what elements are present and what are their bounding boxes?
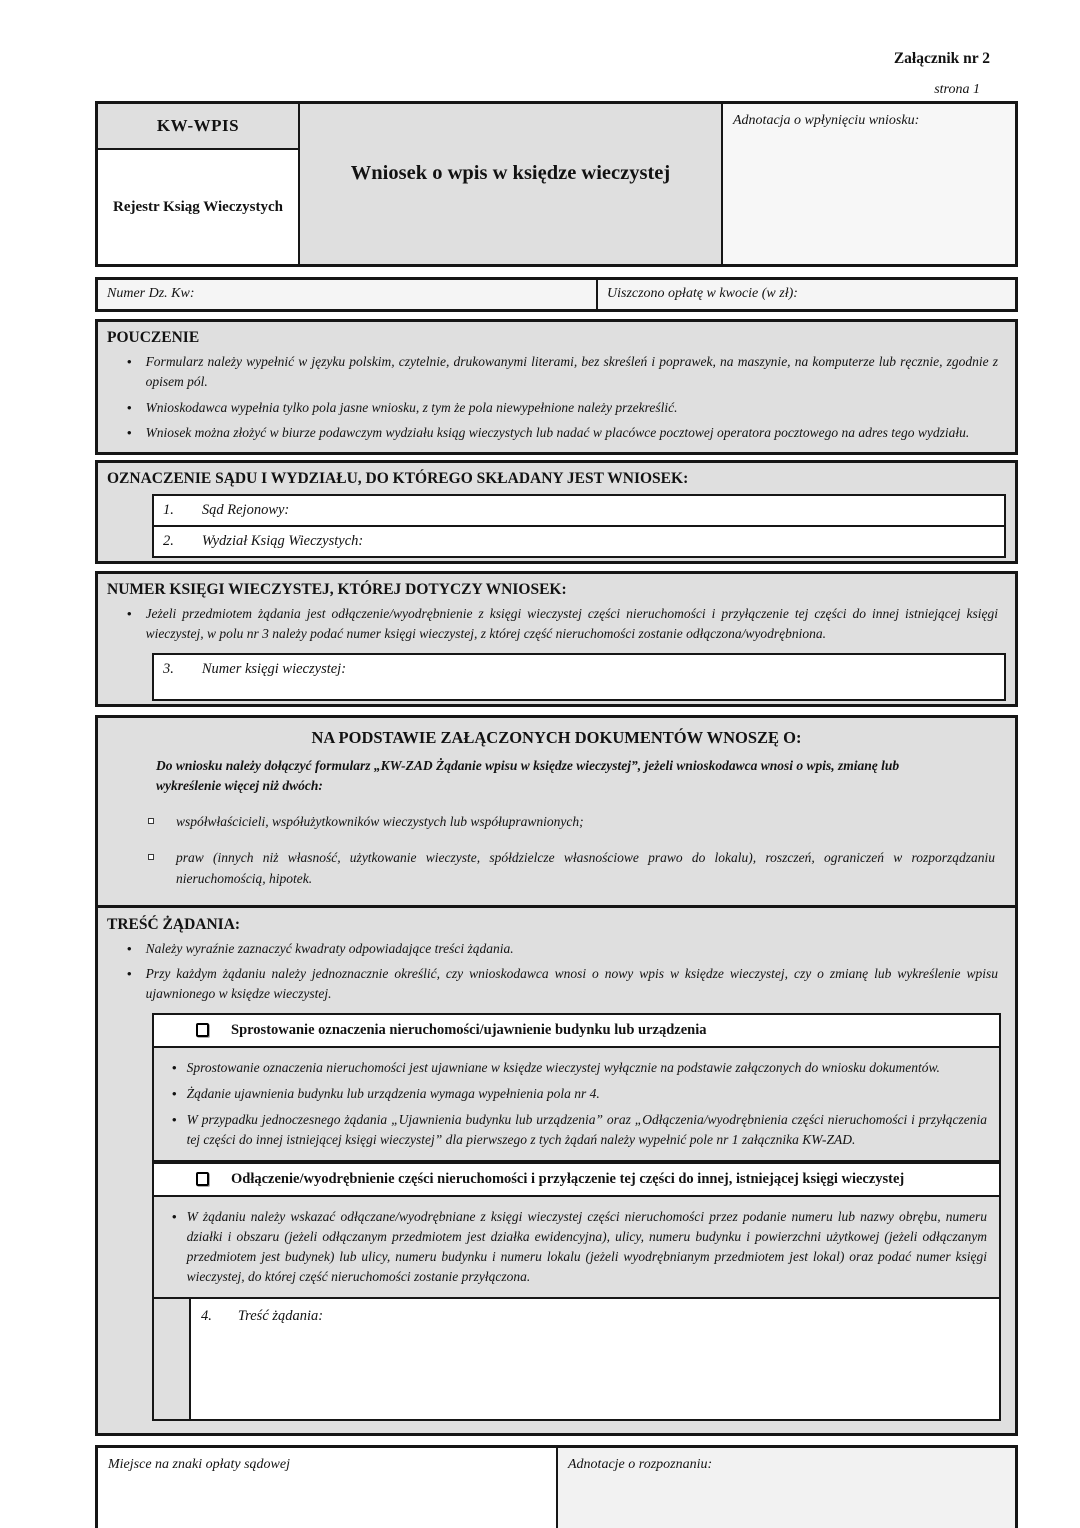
note [172, 1110, 987, 1151]
header-left-column [98, 104, 298, 264]
request-options [152, 1013, 1001, 1421]
meta-row [95, 277, 1018, 312]
field-tresc-zadania-wrap [152, 1297, 1001, 1421]
field-number: 4. [201, 1307, 212, 1324]
field-numer-ksiegi[interactable] [152, 653, 1006, 701]
header-title-cell [298, 104, 723, 264]
footer-row [95, 1445, 1018, 1528]
court-fields [152, 494, 1006, 558]
form-code: KW-WPIS [98, 104, 298, 150]
pouczenie-bullet-2-text: Wnioskodawca wypełnia tylko pola jasne wniosku, z tym że pola niewypełnione należy przekreślić. [145, 399, 678, 415]
field-label: Sąd Rejonowy: [201, 502, 290, 518]
form-header [95, 101, 1018, 267]
bullet-icon: • [127, 424, 132, 440]
form-title: Wniosek o wpis w księdze wieczystej [350, 161, 671, 184]
fee-paid-field[interactable]: Uiszczono opłatę w kwocie (w zł): [596, 280, 1015, 309]
request-basis-intro: Do wniosku należy dołączyć formularz „KW-ZAD Żądanie wpisu w księdze wieczystej”, jeżeli wnioskodawca wnosi o wpis, zmianę lub wykreślenie więcej niż dwóch: [156, 757, 900, 793]
square-bullet-icon [148, 818, 154, 824]
annex-label: Załącznik nr 2 [893, 50, 990, 67]
field-sad-rejonowy[interactable] [152, 494, 1006, 527]
request-content-bullet-2 [127, 964, 998, 1005]
pouczenie-bullet-1 [127, 352, 998, 393]
register-number-fields [152, 653, 1006, 701]
note [172, 1084, 987, 1104]
pouczenie-bullet-3 [127, 423, 998, 443]
field-tresc-gutter [154, 1299, 191, 1419]
request-content-bullet-2-text: Przy każdym żądaniu należy jednoznacznie określić, czy wnioskodawca wnosi o nowy wpis w księdze wieczystej, czy o zmianę lub wykreślenie wpisu ujawnionego w księdze wieczystej. [145, 966, 998, 1002]
option-label: Sprostowanie oznaczenia nieruchomości/ujawnienie budynku lub urządzenia [231, 1021, 707, 1038]
bullet-icon: • [172, 1208, 177, 1224]
note-text: W przypadku jednoczesnego żądania „Ujawnienia budynku lub urządzenia” oraz „Odłączenia/wyodrębnienia części nieruchomości i przyłączenia tej części do innej istniejącej księgi wieczystej” dla pierwszego z tych żądań należy wypełnić pole nr 1 załącznika KW-ZAD. [186, 1112, 987, 1148]
register-number-bullet [127, 604, 998, 645]
bullet-icon: • [127, 606, 132, 621]
register-number-bullet-text: Jeżeli przedmiotem żądania jest odłączenie/wyodrębnienie z księgi wieczystej części nieruchomości i przyłączenie tej części do innej istniejącej księgi wieczystej, w polu nr 3 należy podać numer księgi wieczystej, z której część nieruchomości zostanie odłączona/wyodrębniona. [145, 606, 998, 642]
field-tresc-zadania[interactable] [191, 1299, 999, 1419]
register-name: Rejestr Ksiąg Wieczystych [98, 150, 298, 264]
request-content-bullet-1 [127, 939, 998, 959]
note-text: Żądanie ujawnienia budynku lub urządzenia wymaga wypełnienia pola nr 4. [186, 1085, 600, 1101]
option-sprostowanie-notes [152, 1046, 1001, 1162]
pouczenie-bullet-3-text: Wniosek można złożyć w biurze podawczym wydziału ksiąg wieczystych lub nadać w placówce pocztowej operatora pocztowego na adres tego wydziału. [145, 424, 970, 440]
bullet-icon: • [127, 399, 132, 415]
square-bullet-icon [148, 854, 154, 860]
request-content-bullet-1-text: Należy wyraźnie zaznaczyć kwadraty odpowiadające treści żądania. [145, 940, 514, 956]
case-number-field[interactable]: Numer Dz. Kw: [98, 280, 596, 309]
section-court [95, 460, 1018, 564]
court-title: OZNACZENIE SĄDU I WYDZIAŁU, DO KTÓREGO SKŁADANY JEST WNIOSEK: [107, 470, 689, 487]
bullet-icon: • [127, 966, 132, 981]
note [172, 1207, 987, 1288]
section-pouczenie [95, 319, 1018, 455]
page-number: strona 1 [934, 82, 980, 97]
field-number: 1. [163, 502, 174, 518]
field-wydzial[interactable] [152, 525, 1006, 558]
request-content [98, 908, 1015, 1433]
option-odlaczenie-notes [152, 1195, 1001, 1299]
field-number: 3. [163, 660, 174, 677]
stamp-area[interactable]: Miejsce na znaki opłaty sądowej [98, 1448, 556, 1528]
pouczenie-bullet-2 [127, 398, 998, 418]
register-number-title: NUMER KSIĘGI WIECZYSTEJ, KTÓREJ DOTYCZY WNIOSEK: [107, 581, 567, 598]
field-number: 2. [163, 533, 174, 549]
bullet-icon: • [127, 940, 132, 956]
basis-item-1 [148, 812, 995, 832]
request-content-title: TREŚĆ ŻĄDANIA: [107, 915, 241, 933]
field-label: Treść żądania: [237, 1307, 324, 1324]
arrival-annotation-field[interactable]: Adnotacja o wpłynięciu wniosku: [723, 104, 1015, 264]
pouczenie-title: POUCZENIE [107, 329, 200, 346]
recognition-annotation-area[interactable]: Adnotacje o rozpoznaniu: [556, 1448, 1015, 1528]
bullet-icon: • [172, 1085, 177, 1101]
bullet-icon: • [172, 1112, 177, 1127]
basis-item-1-text: współwłaścicieli, współużytkowników wieczystych lub współuprawnionych; [176, 814, 584, 829]
note-text: Sprostowanie oznaczenia nieruchomości jest ujawniane w księdze wieczystej wyłącznie na podstawie załączonych do wniosku dokumentów. [186, 1059, 940, 1075]
option-label: Odłączenie/wyodrębnienie części nieruchomości i przyłączenie tej części do innej, istniejącej księgi wieczystej [231, 1170, 905, 1187]
field-label: Wydział Ksiąg Wieczystych: [201, 533, 364, 549]
request-basis-title: NA PODSTAWIE ZAŁĄCZONYCH DOKUMENTÓW WNOSZĘ O: [311, 727, 802, 747]
checkbox-sprostowanie[interactable] [196, 1023, 209, 1037]
field-label: Numer księgi wieczystej: [201, 660, 347, 677]
request-basis [98, 718, 1015, 908]
note-text: W żądaniu należy wskazać odłączane/wyodrębniane z księgi wieczystej części nieruchomości przez podanie numeru lub nazwy obrębu, numeru działki i obszaru (jeżeli odłączanym przedmiotem jest działka ewidencyjna), ulicy, numeru budynku i powierzchni użytkowej (jeżeli odłączanym przedmiotem jest budynek) lub ulicy, numeru budynku i numeru lokalu (jeżeli wyodrębnianym przedmiotem jest lokal) oraz podać numer księgi wieczystej, do której część nieruchomości zostanie przyłączona. [186, 1208, 987, 1285]
note [172, 1058, 987, 1078]
option-odlaczenie[interactable] [152, 1162, 1001, 1197]
pouczenie-bullet-1-text: Formularz należy wypełnić w języku polskim, czytelnie, drukowanymi literami, bez skreśleń i poprawek, na maszynie, na komputerze lub ręcznie, zgodnie z opisem pól. [145, 354, 998, 390]
bullet-icon: • [172, 1059, 177, 1075]
basis-item-2 [148, 848, 995, 889]
section-request [95, 715, 1018, 1436]
basis-item-2-text: praw (innych niż własność, użytkowanie wieczyste, spółdzielcze własnościowe prawo do lokalu), roszczeń, ograniczeń w rozporządzaniu nieruchomością, hipotek. [176, 850, 995, 886]
checkbox-odlaczenie[interactable] [196, 1172, 209, 1186]
bullet-icon: • [127, 354, 132, 369]
option-sprostowanie[interactable] [152, 1013, 1001, 1048]
section-register-number [95, 571, 1018, 707]
